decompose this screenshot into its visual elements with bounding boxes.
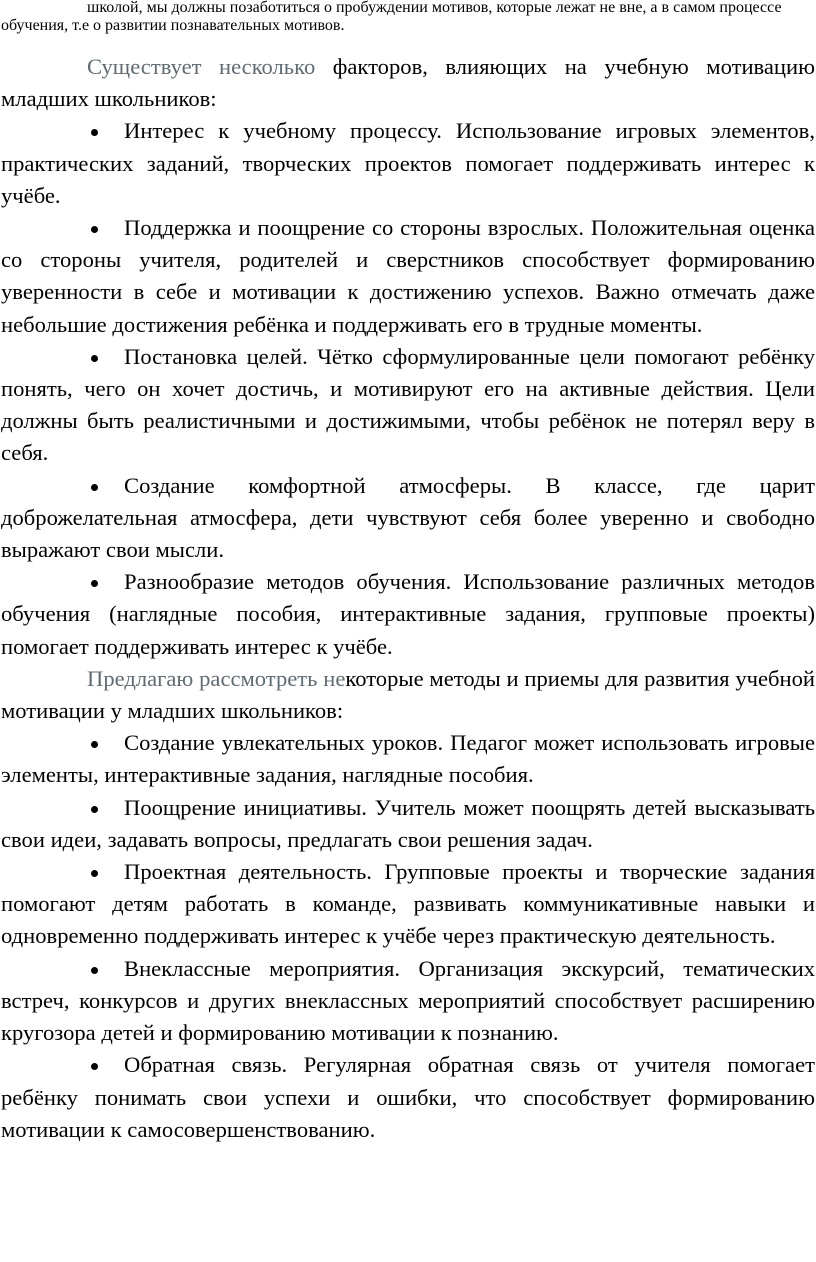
- intro-paragraph: школой, мы должны позаботиться о пробуждении мотивов, которые лежат не вне, а в самом процессе обучения, т.е о развитии познавательных мотивов.: [1, 0, 782, 34]
- bullet-icon: [91, 1063, 98, 1070]
- bullet-icon: [91, 129, 98, 136]
- bullet-icon: [91, 355, 98, 362]
- bullet-icon: [91, 484, 98, 491]
- list-item-text: Обратная связь. Регулярная обратная связь от учителя помогает ребёнку понимать свои успехи и ошибки, что способствует формированию мотивации к самосовершенствованию.: [1, 1052, 815, 1142]
- bullet-icon: [91, 741, 98, 748]
- list-item-text: Постановка целей. Чётко сформулированные цели помогают ребёнку понять, чего он хочет достичь, и мотивируют его на активные действия. Цели должны быть реалистичными и достижимыми, чтобы ребёнок не потерял веру в себя.: [1, 343, 815, 466]
- factors-list: [1, 115, 815, 662]
- methods-lead-text: которые методы и приемы для развития учебной мотивации у младших школьников:: [1, 665, 815, 724]
- list-item: [1, 341, 815, 470]
- list-item-text: Создание комфортной атмосферы. В классе, где царит доброжелательная атмосфера, дети чувствуют себя более уверенно и свободно выражают свои мысли.: [1, 472, 815, 563]
- list-item: [1, 212, 815, 341]
- bullet-icon: [91, 870, 98, 877]
- list-item: [1, 856, 815, 953]
- methods-list: [1, 727, 815, 1146]
- list-item-text: Поощрение инициативы. Учитель может поощрять детей высказывать свои идеи, задавать вопросы, предлагать свои решения задач.: [1, 794, 815, 852]
- bullet-icon: [91, 806, 98, 813]
- list-item-text: Проектная деятельность. Групповые проекты и творческие задания помогают детям работать в команде, развивать коммуникативные навыки и одновременно поддерживать интерес к учёбе через практическую деятельность.: [1, 859, 815, 949]
- factors-lead-paragraph: [1, 51, 815, 115]
- list-item-text: Интерес к учебному процессу. Использование игровых элементов, практических заданий, творческих проектов помогает поддерживать интерес к учёбе.: [1, 118, 815, 208]
- methods-lead-highlight: Предлагаю рассмотреть не: [87, 665, 346, 691]
- bullet-icon: [91, 226, 98, 233]
- list-item-text: Поддержка и поощрение со стороны взрослых. Положительная оценка со стороны учителя, родителей и сверстников способствует формированию уверенности в себе и мотивации к достижению успехов. Важно отмечать даже небольшие достижения ребёнка и поддерживать его в трудные моменты.: [1, 215, 815, 337]
- list-item: [1, 792, 815, 856]
- list-item-text: Внеклассные мероприятия. Организация экскурсий, тематических встреч, конкурсов и других внеклассных мероприятий способствует расширению кругозора детей и формированию мотивации к познанию.: [1, 955, 815, 1046]
- list-item-text: Разнообразие методов обучения. Использование различных методов обучения (наглядные пособия, интерактивные задания, групповые проекты) помогает поддерживать интерес к учёбе.: [1, 569, 815, 659]
- factors-lead-highlight: Существует несколько: [87, 54, 316, 79]
- bullet-icon: [91, 967, 98, 974]
- methods-lead-paragraph: [1, 663, 815, 727]
- list-item: [1, 470, 815, 567]
- list-item: [1, 953, 815, 1050]
- bullet-icon: [91, 580, 98, 587]
- list-item-text: Создание увлекательных уроков. Педагог может использовать игровые элементы, интерактивные задания, наглядные пособия.: [1, 730, 815, 788]
- list-item: [1, 115, 815, 212]
- factors-lead-text: факторов, влияющих на учебную мотивацию младших школьников:: [1, 54, 815, 112]
- list-item: [1, 566, 815, 663]
- list-item: [1, 1049, 815, 1146]
- list-item: [1, 727, 815, 791]
